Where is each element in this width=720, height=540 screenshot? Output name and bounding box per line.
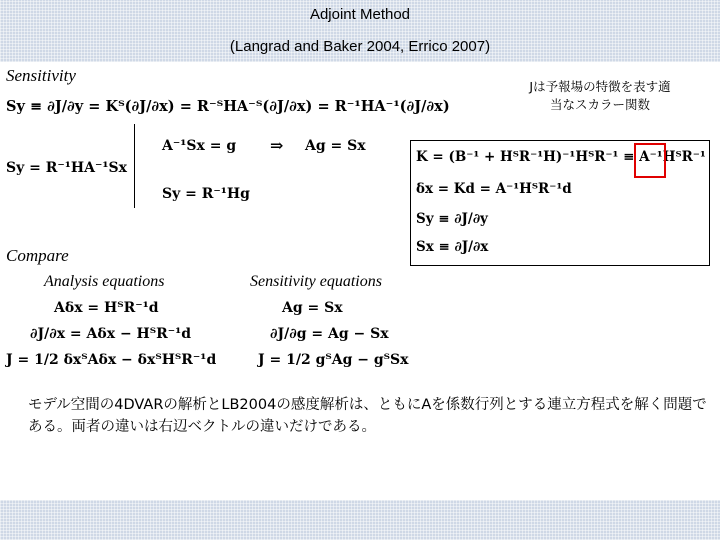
slide-subtitle: (Langrad and Baker 2004, Errico 2007) <box>229 38 491 55</box>
sensitivity-equation-3: J = 1/2 gᵀAg − gᵀSx <box>258 352 409 368</box>
analysis-equation-1: Aδx = HᵀR⁻¹d <box>54 300 159 316</box>
sensitivity-main-equation: Sy ≡ ∂J/∂y = Kᵀ(∂J/∂x) = R⁻ᵀHA⁻ᵀ(∂J/∂x) = R⁻¹HA⁻¹(∂J/∂x) <box>6 98 450 115</box>
brace <box>134 124 143 208</box>
box-equation-dx: δx = Kd = A⁻¹HᵀR⁻¹d <box>416 181 572 197</box>
implies-arrow: ⇒ <box>270 136 284 155</box>
box-equation-sy: Sy ≡ ∂J/∂y <box>416 211 488 227</box>
analysis-equation-3: J = 1/2 δxᵀAδx − δxᵀHᵀR⁻¹d <box>6 352 217 368</box>
footer-band <box>0 500 720 540</box>
brace-equation-2: Sy = R⁻¹Hg <box>162 186 250 202</box>
sensitivity-left-equation: Sy = R⁻¹HA⁻¹Sx <box>6 160 127 176</box>
sensitivity-label: Sensitivity <box>6 66 76 85</box>
note-line-1: Jは予報場の特徴を表す適 <box>529 79 671 94</box>
note <box>494 78 706 114</box>
slide-title: Adjoint Method <box>309 6 411 23</box>
brace-equation-1: A⁻¹Sx = g <box>162 138 237 154</box>
sensitivity-equations-header: Sensitivity equations <box>250 273 382 290</box>
sensitivity-equation-1: Ag = Sx <box>282 300 343 316</box>
summary-text: モデル空間の4DVARの解析とLB2004の感度解析は、ともにAを係数行列とする連立方程式を解く問題である。両者の違いは右辺ベクトルの違いだけである。 <box>28 397 707 435</box>
analysis-header: Analysis equations <box>44 273 165 290</box>
analysis-equation-2: ∂J/∂x = Aδx − HᵀR⁻¹d <box>30 326 192 342</box>
box-equation-k: K = (B⁻¹ + HᵀR⁻¹H)⁻¹HᵀR⁻¹ ≡ A⁻¹HᵀR⁻¹ <box>416 149 706 165</box>
compare-label: Compare <box>6 246 69 265</box>
box-equation-sx: Sx ≡ ∂J/∂x <box>416 239 489 255</box>
note-line-2: 当なスカラー関数 <box>549 97 650 112</box>
sensitivity-equation-2: ∂J/∂g = Ag − Sx <box>270 326 389 342</box>
highlight-box <box>634 143 666 178</box>
brace-equation-1b: Ag = Sx <box>305 138 366 154</box>
